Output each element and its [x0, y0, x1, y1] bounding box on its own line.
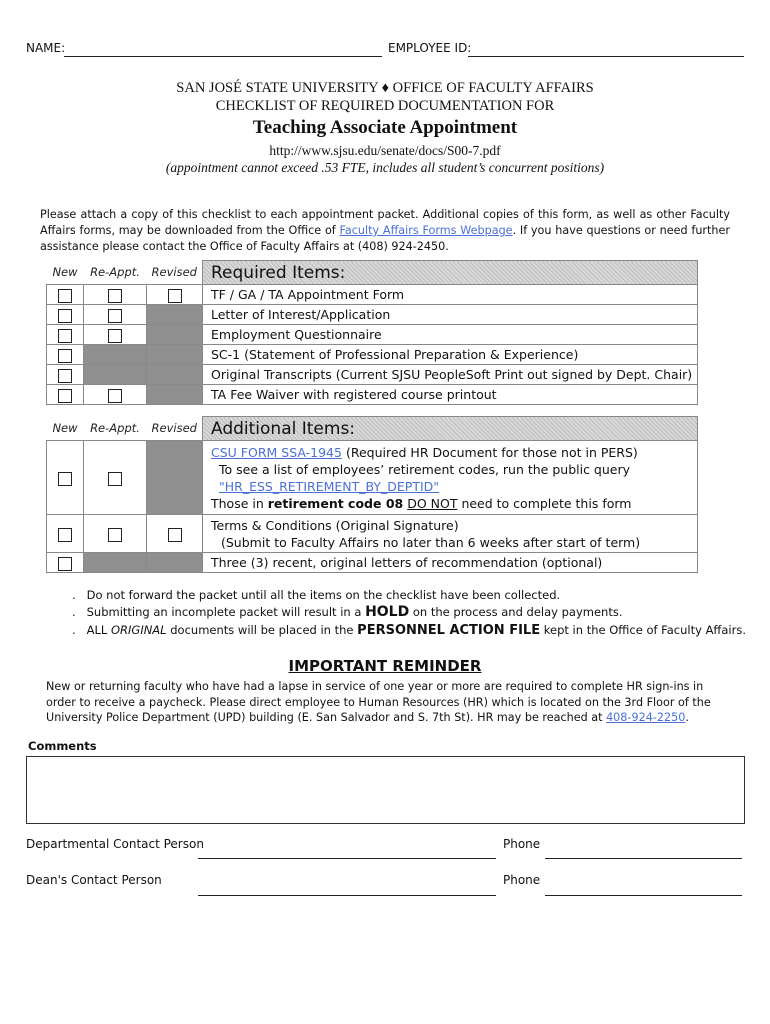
checkbox-new[interactable] [58, 369, 72, 383]
comments-label: Comments [28, 739, 97, 753]
reminder-text-end: . [685, 711, 689, 724]
required-items-heading: Required Items: [203, 261, 698, 285]
checkbox-revised[interactable] [168, 528, 182, 542]
bullet-3e: kept in the Office of Faculty Affairs. [540, 623, 746, 637]
header-line2: CHECKLIST OF REQUIRED DOCUMENTATION FOR [215, 98, 555, 114]
table-row [47, 285, 698, 305]
hold-text: HOLD [365, 604, 410, 620]
original-text: ORIGINAL [110, 623, 167, 637]
checkbox-new[interactable] [58, 309, 72, 323]
dept-contact-label: Departmental Contact Person [26, 837, 204, 851]
checkbox-new[interactable] [58, 389, 72, 403]
table-row [47, 325, 698, 345]
reminder-title: IMPORTANT REMINDER [288, 657, 482, 675]
col-revised-label: Revised [151, 265, 197, 280]
header-url: http://www.sjsu.edu/senate/docs/S00-7.pdf [269, 143, 501, 158]
checkbox-reappt[interactable] [108, 528, 122, 542]
employee-id-field[interactable] [468, 56, 744, 57]
csu-form-link[interactable]: CSU FORM SSA-1945 [211, 444, 342, 460]
page-title: Teaching Associate Appointment [252, 117, 518, 138]
bullet-2a: Submitting an incomplete packet will result in a [86, 605, 366, 619]
name-label: NAME: [26, 41, 66, 55]
terms-line1: Terms & Conditions (Original Signature) [211, 517, 459, 533]
csu-line4d: need to complete this form [457, 495, 632, 511]
table-row [47, 345, 698, 365]
bullet-2: . Submitting an incomplete packet will result in a HOLD on the process and delay payments. [72, 604, 623, 620]
checkbox-reappt[interactable] [108, 472, 122, 486]
required-item: TA Fee Waiver with registered course printout [203, 385, 698, 405]
terms-line2: (Submit to Faculty Affairs no later than 6 weeks after start of term) [221, 534, 641, 550]
csu-line2: To see a list of employees’ retirement codes, run the public query [219, 461, 631, 477]
header-line1: SAN JOSÉ STATE UNIVERSITY ♦ OFFICE OF FACULTY AFFAIRS [176, 80, 594, 96]
dept-phone-field[interactable] [545, 858, 742, 859]
table-row [47, 441, 698, 515]
dept-contact-field[interactable] [198, 858, 496, 859]
comments-box[interactable] [26, 756, 745, 824]
dean-contact-label: Dean's Contact Person [26, 873, 162, 887]
bullet-1-text: Do not forward the packet until all the items on the checklist have been collected. [86, 588, 561, 602]
intro-part1: Please attach a copy of this checklist to each appointment packet. Additional copies of this form, as well as other Faculty Affairs forms, may be downloaded from the Office of [40, 208, 730, 237]
csu-form-desc: (Required HR Document for those not in PERS) [341, 444, 638, 460]
checkbox-reappt[interactable] [108, 289, 122, 303]
retirement-code: retirement code 08 [267, 495, 404, 511]
bullet-3a: ALL [86, 623, 111, 637]
checkbox-new[interactable] [58, 349, 72, 363]
required-item: SC-1 (Statement of Professional Preparation & Experience) [203, 345, 698, 365]
gray-cell [84, 345, 147, 365]
bullet-3: . ALL ORIGINAL documents will be placed in the PERSONNEL ACTION FILE kept in the Office of Faculty Affairs. [72, 623, 746, 638]
csu-line4a: Those in [211, 495, 268, 511]
table-row [47, 385, 698, 405]
col-revised-label: Revised [151, 421, 197, 436]
bullet-3c: documents will be placed in the [166, 623, 358, 637]
gray-cell [147, 385, 203, 405]
required-item: Original Transcripts (Current SJSU PeopleSoft Print out signed by Dept. Chair) [203, 365, 698, 385]
table-row [47, 553, 698, 573]
letters-item: Three (3) recent, original letters of recommendation (optional) [203, 553, 698, 573]
checkbox-new[interactable] [58, 472, 72, 486]
bullet-2c: on the process and delay payments. [409, 605, 623, 619]
checkbox-new[interactable] [58, 329, 72, 343]
dept-phone-label: Phone [503, 837, 541, 851]
header-note: (appointment cannot exceed .53 FTE, includes all student’s concurrent positions) [165, 160, 605, 175]
personnel-file-text: PERSONNEL ACTION FILE [357, 623, 541, 638]
col-new-label: New [52, 421, 78, 436]
name-field[interactable] [64, 56, 382, 57]
checkbox-new[interactable] [58, 557, 72, 571]
forms-webpage-link[interactable]: Faculty Affairs Forms Webpage [339, 224, 513, 237]
dean-phone-field[interactable] [545, 895, 742, 896]
required-items-table [46, 260, 698, 405]
reminder-paragraph [46, 679, 726, 726]
col-new-label: New [52, 265, 78, 280]
table-row [47, 365, 698, 385]
checkbox-reappt[interactable] [108, 389, 122, 403]
table-row [47, 305, 698, 325]
hr-phone-link[interactable]: 408-924-2250 [606, 711, 686, 724]
gray-cell [84, 553, 147, 573]
gray-cell [147, 305, 203, 325]
bullet-1: . Do not forward the packet until all the items on the checklist have been collected. [72, 588, 561, 602]
reminder-text: New or returning faculty who have had a lapse in service of one year or more are required to complete HR sign-ins in order to receive a paycheck. Please direct employee to Human Resources (HR) which is located on the 3rd Floor of the University Police Department (UPD) building (E. San Salvador and S. 7th St). HR may be reached at [46, 680, 711, 724]
checkbox-reappt[interactable] [108, 329, 122, 343]
intro-part2: . If you have questions or need further assistance please contact the Office of Faculty Affairs at (408) 924-2450. [40, 224, 730, 253]
required-item: Employment Questionnaire [203, 325, 698, 345]
additional-items-heading: Additional Items: [203, 417, 698, 441]
gray-cell [147, 441, 203, 515]
col-reappt-label: Re-Appt. [90, 421, 140, 436]
gray-cell [147, 553, 203, 573]
intro-paragraph [40, 207, 730, 255]
checkbox-new[interactable] [58, 289, 72, 303]
employee-id-label: EMPLOYEE ID: [388, 41, 472, 55]
gray-cell [147, 365, 203, 385]
checkbox-new[interactable] [58, 528, 72, 542]
gray-cell [147, 325, 203, 345]
do-not-text: DO NOT [407, 495, 458, 511]
checkbox-reappt[interactable] [108, 309, 122, 323]
csu-form-item [203, 441, 698, 515]
gray-cell [84, 365, 147, 385]
terms-item [203, 515, 698, 553]
additional-items-table [46, 416, 698, 573]
table-row [47, 515, 698, 553]
checkbox-revised[interactable] [168, 289, 182, 303]
dean-phone-label: Phone [503, 873, 541, 887]
dean-contact-field[interactable] [198, 895, 496, 896]
col-reappt-label: Re-Appt. [90, 265, 140, 280]
required-item: Letter of Interest/Application [203, 305, 698, 325]
gray-cell [147, 345, 203, 365]
required-item: TF / GA / TA Appointment Form [203, 285, 698, 305]
retirement-query-link[interactable]: "HR_ESS_RETIREMENT_BY_DEPTID" [219, 478, 440, 494]
